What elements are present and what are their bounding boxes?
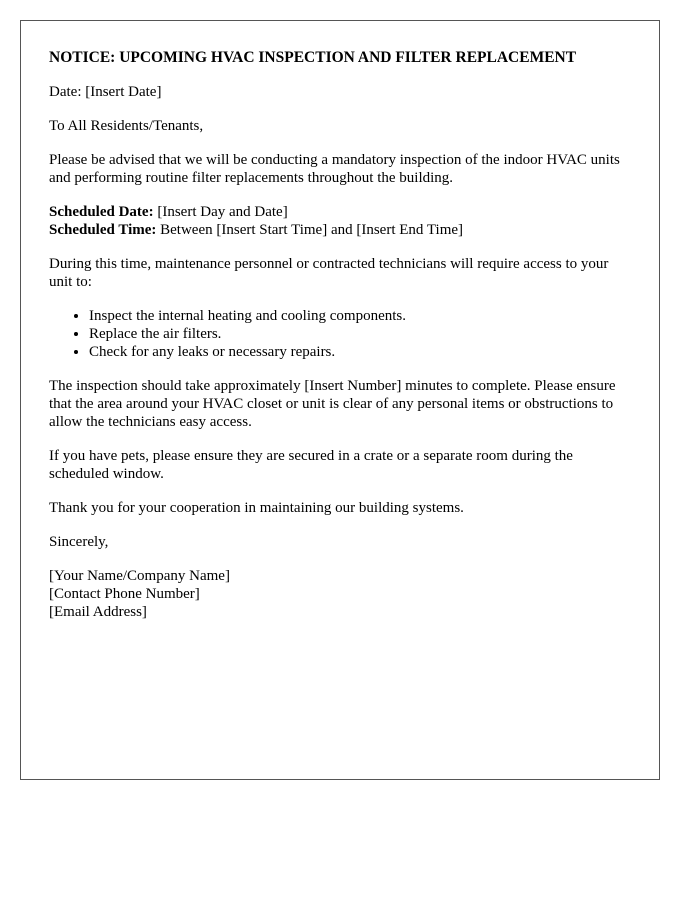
duration-paragraph: The inspection should take approximately [Insert Number] minutes to complete. Please ensure that the area around your HVAC closet or unit is clear of any personal items or obstructions to allow the technicians easy access. <box>49 378 616 430</box>
task-item: • Replace the air filters. <box>89 325 631 343</box>
scheduled-date-value: [Insert Day and Date] <box>153 204 288 220</box>
notice-title: NOTICE: UPCOMING HVAC INSPECTION AND FILTER REPLACEMENT <box>49 49 577 66</box>
schedule-block <box>49 203 631 239</box>
task-list <box>49 307 631 361</box>
notice-page <box>20 20 660 780</box>
signature-block <box>49 567 631 621</box>
access-intro-paragraph: During this time, maintenance personnel or contracted technicians will require access to your unit to: <box>49 256 609 290</box>
scheduled-date-label: Scheduled Date: <box>49 204 154 220</box>
signature-name: [Your Name/Company Name] <box>49 568 230 584</box>
date-line: Date: [Insert Date] <box>49 84 162 100</box>
salutation: To All Residents/Tenants, <box>49 118 204 134</box>
scheduled-time-value: Between [Insert Start Time] and [Insert End Time] <box>156 222 464 238</box>
scheduled-time-label: Scheduled Time: <box>49 222 157 238</box>
task-item: • Inspect the internal heating and cooling components. <box>89 307 631 325</box>
scheduled-time <box>49 221 631 239</box>
task-item: • Check for any leaks or necessary repairs. <box>89 343 631 361</box>
signature-phone: [Contact Phone Number] <box>49 586 200 602</box>
thanks-paragraph: Thank you for your cooperation in maintaining our building systems. <box>49 500 464 516</box>
pets-paragraph: If you have pets, please ensure they are secured in a crate or a separate room during the scheduled window. <box>49 448 573 482</box>
signature-email: [Email Address] <box>49 604 147 620</box>
closing: Sincerely, <box>49 534 109 550</box>
scheduled-date <box>49 203 631 221</box>
intro-paragraph: Please be advised that we will be conducting a mandatory inspection of the indoor HVAC units and performing routine filter replacements throughout the building. <box>49 152 620 186</box>
